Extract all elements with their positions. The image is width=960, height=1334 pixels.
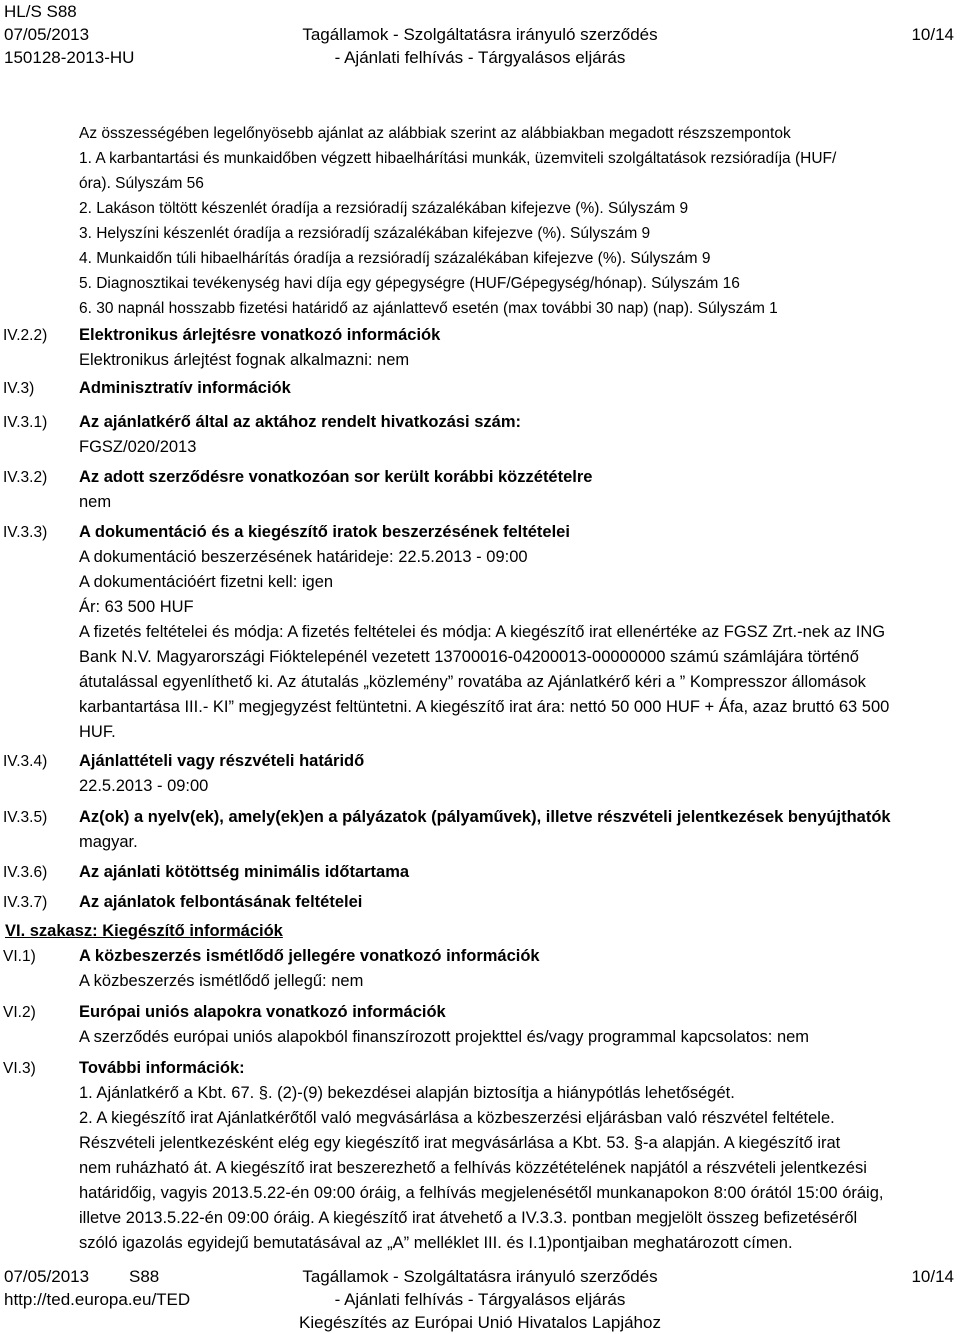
section-number: IV.3.5) (3, 809, 48, 826)
document-deadline: A dokumentáció beszerzésének határideje: 22.5.2013 - 09:00 (79, 548, 528, 566)
payment-terms-line: karbantartása III.- KI” megjegyzést feltüntetni. A kiegészítő irat ára: nettó 50 000 HUF + Áfa, azaz bruttó 63 500 (79, 698, 890, 716)
award-criterion: 1. A karbantartási és munkaidőben végzett hibaelhárítási munkák, üzemviteli szolgáltatások rezsióradíja (HUF/ (79, 150, 837, 167)
section-heading: Az ajánlatkérő által az aktához rendelt hivatkozási szám: (79, 413, 521, 431)
info-line: 1. Ajánlatkérő a Kbt. 67. §. (2)-(9) bekezdései alapján biztosítja a hiánypótlás lehetőségét. (79, 1084, 735, 1102)
section-number: IV.3.1) (3, 414, 48, 431)
section-heading: Európai uniós alapokra vonatkozó információk (79, 1003, 446, 1021)
section-heading: A közbeszerzés ismétlődő jellegére vonatkozó információk (79, 947, 540, 965)
section-text: A közbeszerzés ismétlődő jellegű: nem (79, 972, 364, 990)
section-iv-3 (0, 376, 960, 401)
section-heading: Adminisztratív információk (79, 379, 291, 397)
section-vi-2 (0, 1000, 960, 1050)
document-price: Ár: 63 500 HUF (79, 598, 194, 616)
header-subtitle: - Ajánlati felhívás - Tárgyalásos eljárás (334, 48, 626, 67)
section-vi-heading: VI. szakasz: Kiegészítő információk (5, 922, 283, 940)
header-title: Tagállamok - Szolgáltatásra irányuló szerződés (302, 25, 658, 44)
footer-subtitle: - Ajánlati felhívás - Tárgyalásos eljárás (334, 1290, 626, 1309)
section-number: IV.2.2) (3, 327, 48, 344)
section-iv-2-2 (0, 323, 960, 373)
section-heading: Az ajánlati kötöttség minimális időtartama (79, 863, 410, 881)
award-criterion: 2. Lakáson töltött készenlét óradíja a rezsióradíj százalékában kifejezve (%). Súlyszám 9 (79, 200, 689, 217)
info-line: nem ruházható át. A kiegészítő irat beszerezhető a felhívás közzétételének napjától a részvételi jelentkezési (79, 1159, 867, 1177)
section-number: VI.3) (3, 1060, 36, 1077)
section-iv-3-4 (0, 749, 960, 799)
award-criterion: óra). Súlyszám 56 (79, 175, 204, 192)
award-criteria (0, 121, 960, 321)
payment-terms-line: A fizetés feltételei és módja: A fizetés feltételei és módja: A kiegészítő irat ellenértéke az FGSZ Zrt.-nek az ING (79, 623, 886, 641)
section-text: magyar. (79, 833, 138, 851)
section-heading: További információk: (79, 1059, 245, 1077)
payment-terms-line: HUF. (79, 723, 116, 741)
section-number: IV.3.3) (3, 524, 48, 541)
reference-number: FGSZ/020/2013 (79, 438, 197, 456)
section-text: A szerződés európai uniós alapokból finanszírozott projekttel és/vagy programmal kapcsolatos: nem (79, 1028, 810, 1046)
section-iv-3-5 (0, 805, 960, 855)
section-text: nem (79, 493, 112, 511)
info-line: szóló igazolás egyidejű bemutatásával az „A” melléklet III. és I.1)pontjaiban meghatározott címen. (79, 1234, 793, 1252)
header-series: HL/S S88 (4, 2, 77, 21)
section-vi-1 (0, 944, 960, 994)
award-criterion: 5. Diagnosztikai tevékenység havi díja egy gépegységre (HUF/Gépegység/hónap). Súlyszám 16 (79, 275, 740, 292)
section-iv-3-6 (0, 860, 960, 885)
section-vi-3 (0, 1056, 960, 1256)
section-number: IV.3.4) (3, 753, 48, 770)
info-line: illetve 2013.5.22-én 09:00 óráig. A kiegészítő irat átvehető a IV.3.3. pontban megjelölt összeg befizetéséről (79, 1209, 858, 1227)
section-iv-3-3 (0, 520, 960, 745)
footer-date: 07/05/2013 (4, 1267, 90, 1286)
footer-page-number: 10/14 (911, 1267, 954, 1286)
tender-deadline: 22.5.2013 - 09:00 (79, 777, 209, 795)
footer-url[interactable]: http://ted.europa.eu/TED (4, 1290, 191, 1309)
award-criterion: 6. 30 napnál hosszabb fizetési határidő az ajánlattevő esetén (max további 30 nap) (nap). Súlyszám 1 (79, 300, 778, 317)
section-heading: A dokumentáció és a kiegészítő iratok beszerzésének feltételei (79, 523, 570, 541)
section-number: IV.3.7) (3, 894, 48, 911)
payment-terms-line: Bank N.V. Magyarországi Fióktelepénél vezetett 13700016-04200013-00000000 számú számlájára történő (79, 648, 859, 666)
header-page-number: 10/14 (911, 25, 954, 44)
notice-content (0, 121, 960, 1256)
footer-code: S88 (129, 1267, 160, 1286)
section-heading: Az ajánlatok felbontásának feltételei (79, 893, 363, 911)
award-intro: Az összességében legelőnyösebb ajánlat az alábbiak szerint az alábbiakban megadott részszempontok (79, 125, 791, 142)
award-criterion: 4. Munkaidőn túli hibaelhárítás óradíja a rezsióradíj százalékában kifejezve (%). Súlyszám 9 (79, 250, 711, 267)
footer-journal: Kiegészítés az Európai Unió Hivatalos Lapjához (299, 1313, 661, 1332)
payment-required: A dokumentációért fizetni kell: igen (79, 573, 334, 591)
section-iv-3-7 (0, 890, 960, 915)
section-number: IV.3) (3, 380, 35, 397)
section-number: IV.3.2) (3, 469, 48, 486)
info-line: Részvételi jelentkezésként elég egy kiegészítő irat megvásárlása a Kbt. 53. §-a alapján. A kiegészítő irat (79, 1134, 841, 1152)
award-criterion: 3. Helyszíni készenlét óradíja a rezsióradíj százalékában kifejezve (%). Súlyszám 9 (79, 225, 651, 242)
footer-title: Tagállamok - Szolgáltatásra irányuló szerződés (302, 1267, 658, 1286)
section-heading: Az(ok) a nyelv(ek), amely(ek)en a pályázatok (pályaművek), illetve részvételi jelentkezések benyújthatók (79, 808, 891, 826)
section-heading: Az adott szerződésre vonatkozóan sor került korábbi közzétételre (79, 468, 593, 486)
section-iv-3-1 (0, 410, 960, 460)
section-number: IV.3.6) (3, 864, 48, 881)
info-line: határidőig, vagyis 2013.5.22-én 09:00 óráig, a felhívás megjelenésétől munkanapokon 8:00 órától 15:00 óráig, (79, 1184, 884, 1202)
header-doc-id: 150128-2013-HU (4, 48, 135, 67)
section-text: Elektronikus árlejtést fognak alkalmazni: nem (79, 351, 410, 369)
section-number: VI.1) (3, 948, 36, 965)
section-number: VI.2) (3, 1004, 36, 1021)
section-heading: Elektronikus árlejtésre vonatkozó információk (79, 326, 441, 344)
section-heading: Ajánlattételi vagy részvételi határidő (79, 752, 365, 770)
section-iv-3-2 (0, 465, 960, 515)
payment-terms-line: átutalással egyenlíthető ki. Az átutalás „közlemény” rovatába az Ajánlatkérő kéri a ” Kompresszor állomások (79, 673, 866, 691)
info-line: 2. A kiegészítő irat Ajánlatkérőtől való megvásárlása a közbeszerzési eljárásban való részvétel feltétele. (79, 1109, 835, 1127)
header-date: 07/05/2013 (4, 25, 90, 44)
